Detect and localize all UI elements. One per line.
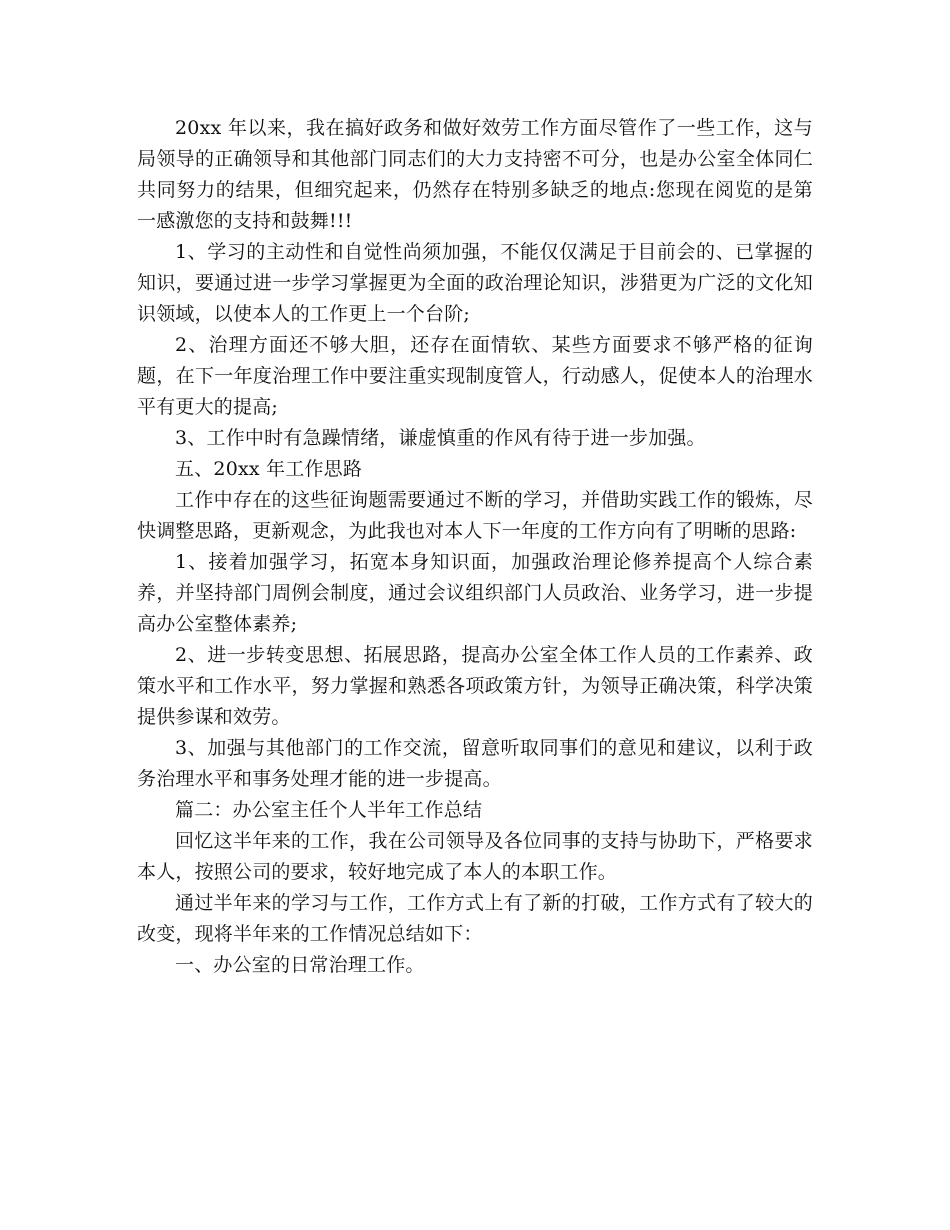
paragraph-plan-1: 1、接着加强学习，拓宽本身知识面，加强政治理论修养提高个人综合素养，并坚持部门周例会制度，通过会议组织部门人员政治、业务学习，进一步提高办公室整体素养; [137, 551, 813, 635]
paragraph-summary-intro: 通过半年来的学习与工作，工作方式上有了新的打破，工作方式有了较大的改变，现将半年来的工作情况总结如下： [137, 892, 813, 945]
section-heading-5: 五、20xx 年工作思路 [175, 458, 363, 480]
paragraph-plan-intro: 工作中存在的这些征询题需要通过不断的学习，并借助实践工作的锻炼，尽快调整思路，更新观念，为此我也对本人下一年度的工作方向有了明晰的思路: [137, 489, 813, 542]
paragraph-item-2: 2、治理方面还不够大胆，还存在面情软、某些方面要求不够严格的征询题，在下一年度治理工作中要注重实现制度管人，行动感人，促使本人的治理水平有更大的提高; [137, 334, 813, 418]
paragraph-review: 回忆这半年来的工作，我在公司领导及各位同事的支持与协助下，严格要求本人，按照公司的要求，较好地完成了本人的本职工作。 [137, 830, 813, 883]
paragraph-plan-3: 3、加强与其他部门的工作交流，留意听取同事们的意见和建议，以利于政务治理水平和事务处理才能的进一步提高。 [137, 737, 813, 790]
paragraph-plan-2: 2、进一步转变思想、拓展思路，提高办公室全体工作人员的工作素养、政策水平和工作水平，努力掌握和熟悉各项政策方针，为领导正确决策，科学决策提供参谋和效劳。 [137, 644, 813, 728]
section-heading-1: 一、办公室的日常治理工作。 [175, 954, 425, 976]
paragraph-item-1: 1、学习的主动性和自觉性尚须加强，不能仅仅满足于目前会的、已掌握的知识，要通过进一步学习掌握更为全面的政治理论知识，涉猎更为广泛的文化知识领域，以使本人的工作更上一个台阶; [137, 241, 813, 325]
paragraph-intro: 20xx 年以来，我在搞好政务和做好效劳工作方面尽管作了一些工作，这与局领导的正确领导和其他部门同志们的大力支持密不可分，也是办公室全体同仁共同努力的结果，但细究起来，仍然存在特别多缺乏的地点:您现在阅览的是第一感激您的支持和鼓舞!!! [137, 117, 813, 232]
document-body [137, 113, 813, 981]
paragraph-item-3: 3、工作中时有急躁情绪，谦虚慎重的作风有待于进一步加强。 [175, 427, 706, 449]
chapter-heading-2: 篇二：办公室主任个人半年工作总结 [175, 799, 483, 821]
